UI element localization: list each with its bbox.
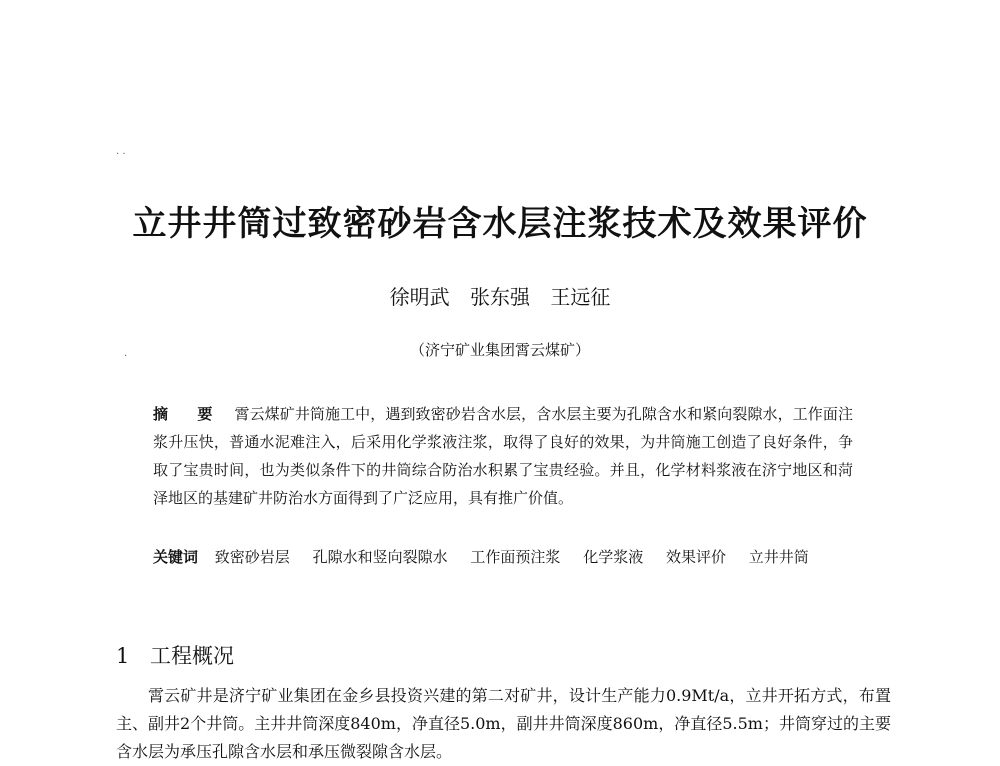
section-title: 工程概况 (150, 644, 234, 668)
author-1: 徐明武 (389, 285, 450, 309)
keyword-4: 化学浆液 (583, 548, 644, 566)
section-heading (116, 640, 896, 672)
keywords-label: 关键词 (153, 548, 199, 566)
keyword-3: 工作面预注浆 (470, 548, 561, 566)
scan-speck-top: · · (116, 149, 126, 160)
author-2: 张东强 (470, 285, 530, 309)
keyword-1: 致密砂岩层 (214, 548, 290, 566)
paper-title: 立井井筒过致密砂岩含水层注浆技术及效果评价 (132, 204, 868, 244)
scan-speck-left: · (124, 351, 128, 362)
keywords (153, 543, 853, 571)
keyword-6: 立井井筒 (748, 548, 809, 566)
keyword-5: 效果评价 (665, 548, 726, 566)
author-list (0, 282, 1000, 312)
section-number: 1 (116, 644, 130, 668)
author-3: 王远征 (550, 285, 611, 309)
affiliation: （济宁矿业集团霄云煤矿） (409, 341, 590, 359)
keyword-2: 孔隙水和竖向裂隙水 (312, 548, 448, 566)
abstract (153, 400, 853, 512)
abstract-text: 霄云煤矿井筒施工中，遇到致密砂岩含水层，含水层主要为孔隙含水和紧向裂隙水，工作面注浆升压快，普通水泥难注入，后采用化学浆液注浆，取得了良好的效果，为井筒施工创造了良好条件，争取了宝贵时间，也为类似条件下的井筒综合防治水积累了宝贵经验。并且，化学材料浆液在济宁地区和菏泽地区的基建矿井防治水方面得到了广泛应用，具有推广价值。 (153, 405, 853, 507)
abstract-label: 摘 要 (153, 405, 225, 423)
section-paragraph: 霄云矿井是济宁矿业集团在金乡县投资兴建的第二对矿井，设计生产能力0.9Mt/a，立井开拓方式，布置主、副井2个井筒。主井井筒深度840m，净直径5.0m，副井井筒深度860m，净直径5.5m；井筒穿过的主要含水层为承压孔隙含水层和承压微裂隙含水层。 (116, 686, 891, 761)
